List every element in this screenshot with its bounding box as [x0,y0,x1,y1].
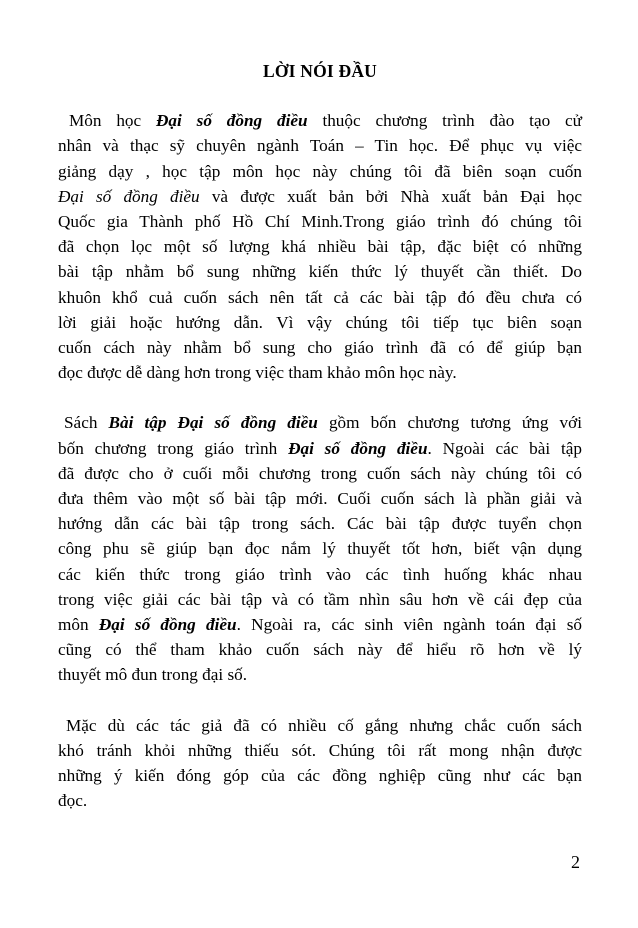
text-run: môn [58,615,99,635]
text-line [58,410,582,435]
text-line: cũng có thể tham khảo cuốn sách này để hiểu rõ hơn về lý [58,640,582,660]
text-line: lời giải hoặc hướng dẫn. Vì vậy chúng tôi tiếp tục biên soạn [58,312,582,332]
text-line: khó tránh khỏi những thiếu sót. Chúng tôi rất mong nhận được [58,740,582,760]
text-line [58,108,582,133]
book-title-emphasis: Đại số đồng điều [156,111,308,131]
page-title: LỜI NÓI ĐẦU [262,61,378,81]
text-run: . Ngoài ra, các sinh viên ngành toán đại số [236,615,582,635]
book-title-italic: Đại số đồng điều [58,186,200,206]
text-run: Sách [64,413,109,433]
paragraph-book-description [58,410,582,687]
page-number: 2 [571,852,580,872]
text-run: . Ngoài các bài tập [427,438,582,458]
text-line [58,436,582,461]
paragraph-intro [58,108,582,385]
text-line: đọc được dễ dàng hơn trong việc tham khảo môn học này. [58,363,457,383]
text-line: các kiến thức trong giáo trình vào các tình huống khác nhau [58,564,582,584]
text-line: đọc. [58,791,88,811]
text-line: nhân và thạc sỹ chuyên ngành Toán – Tin học. Để phục vụ việc [58,136,582,156]
text-line: Mặc dù các tác giả đã có nhiều cố gắng nhưng chắc cuốn sách [66,715,582,735]
text-line: bài tập nhằm bổ sung những kiến thức lý thuyết cần thiết. Do [58,262,582,282]
text-line [58,612,582,637]
text-line: đã chọn lọc một số lượng khá nhiều bài tập, đặc biệt có những [58,237,582,257]
text-run: Môn học [69,111,157,131]
book-title-emphasis: Đại số đồng điều [98,615,237,635]
text-line: giảng dạy , học tập môn học này chúng tôi đã biên soạn cuốn [58,161,582,181]
text-run: thuộc chương trình đào tạo cử [307,111,582,131]
text-line: công phu sẽ giúp bạn đọc nắm lý thuyết tốt hơn, biết vận dụng [58,539,582,559]
paragraph-closing [58,713,582,814]
text-run: gồm bốn chương tương ứng với [317,413,582,433]
text-run: bốn chương trong giáo trình [58,438,289,458]
text-line: đã được cho ở cuối mỗi chương trong cuốn sách này chúng tôi có [58,463,582,483]
text-line: trong việc giải các bài tập và có tầm nhìn sâu hơn về cái đẹp của [58,589,582,609]
text-run: và được xuất bản bởi Nhà xuất bản Đại học [199,186,582,206]
text-line: Quốc gia Thành phố Hồ Chí Minh.Trong giáo trình đó chúng tôi [58,212,582,232]
book-title-emphasis: Đại số đồng điều [288,438,428,458]
text-line: hướng dẫn các bài tập trong sách. Các bài tập được tuyển chọn [58,514,582,534]
text-line: khuôn khổ cuả cuốn sách nên tất cả các bài tập đó đều chưa có [58,287,582,307]
text-line: cuốn cách này nhằm bổ sung cho giáo trình đã có để giúp bạn [58,338,582,358]
text-line: những ý kiến đóng góp của các đồng nghiệp cũng như các bạn [58,766,582,786]
book-title-emphasis: Bài tập Đại số đồng điều [108,413,318,433]
text-line [58,184,582,209]
text-line: đưa thêm vào một số bài tập mới. Cuối cuốn sách là phần giải và [58,489,582,509]
text-line: thuyết mô đun trong đại số. [58,665,248,685]
